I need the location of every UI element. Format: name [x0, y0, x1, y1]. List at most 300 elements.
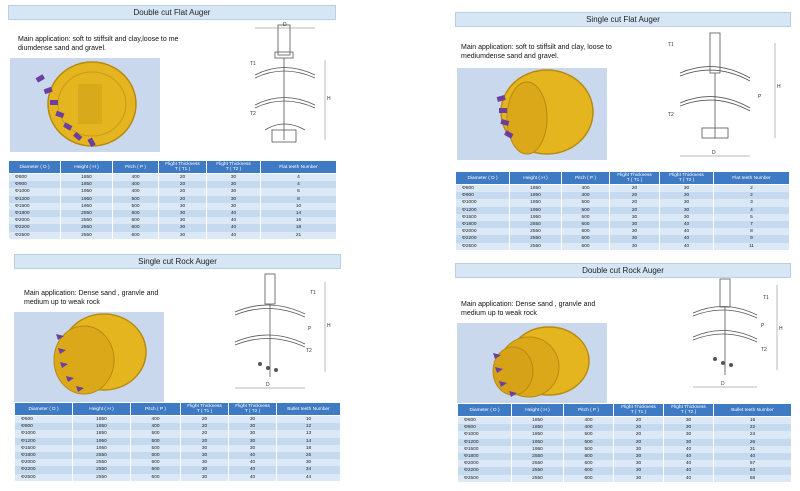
table-cell: 1850	[512, 424, 564, 431]
table-cell: 40	[207, 224, 261, 231]
label-t1: T1	[763, 295, 769, 301]
table-cell: Φ1500	[456, 214, 510, 221]
table-cell: 30	[664, 417, 714, 425]
table-cell: 2550	[512, 467, 564, 474]
table-cell: 26	[277, 452, 341, 459]
table-cell: 1850	[73, 423, 131, 430]
table-cell: 20	[181, 416, 229, 424]
table-cell: 8	[261, 196, 337, 203]
label-t2: T2	[306, 348, 312, 354]
table-row	[456, 207, 790, 214]
table-cell: 57	[714, 460, 792, 467]
table-cell: Φ800	[456, 185, 510, 193]
table-cell: 600	[131, 452, 181, 459]
table-cell: 34	[277, 466, 341, 473]
table-cell: 30	[229, 423, 277, 430]
table-cell: 500	[564, 439, 614, 446]
table-cell: 20	[181, 423, 229, 430]
table-cell: 40	[664, 467, 714, 474]
label-p: P	[758, 94, 762, 100]
table-cell: 2550	[510, 228, 562, 235]
col-header: Height ( H )	[61, 161, 113, 174]
table-cell: 30	[660, 214, 714, 221]
table-cell: 30	[610, 214, 660, 221]
table-row	[458, 460, 792, 467]
table-cell: 1950	[73, 445, 131, 452]
table-row	[9, 181, 337, 188]
panel-title: Double cut Rock Auger	[455, 263, 791, 278]
auger-diagram	[650, 28, 790, 163]
table-row	[456, 221, 790, 228]
table-cell: 1950	[510, 207, 562, 214]
table-cell: 30	[610, 235, 660, 242]
col-header: Pitch ( P )	[113, 161, 159, 174]
table-cell: 20	[614, 417, 664, 425]
table-cell: 68	[714, 475, 792, 482]
table-cell: 3	[714, 199, 790, 206]
table-row	[15, 452, 341, 459]
label-t1: T1	[310, 290, 316, 296]
table-cell: 13	[277, 430, 341, 437]
table-cell: 1850	[510, 192, 562, 199]
table-cell: 2550	[73, 459, 131, 466]
panel-double-cut-flat-auger	[0, 0, 345, 250]
table-row	[15, 423, 341, 430]
table-cell: 600	[564, 475, 614, 482]
table-row	[458, 475, 792, 482]
table-row	[15, 438, 341, 445]
table-cell: Φ1000	[458, 431, 512, 438]
table-cell: 30	[159, 224, 207, 231]
table-cell: 1950	[61, 203, 113, 210]
label-d: D	[721, 381, 725, 387]
label-d: D	[283, 22, 287, 28]
table-cell: 400	[564, 417, 614, 425]
table-cell: Φ900	[456, 192, 510, 199]
table-cell: Φ2000	[9, 217, 61, 224]
col-header: Diameter ( D )	[456, 172, 510, 185]
col-header: Diameter ( D )	[458, 404, 512, 417]
table-cell: Φ2200	[15, 466, 73, 473]
table-cell: 20	[181, 430, 229, 437]
table-cell: 40	[714, 453, 792, 460]
col-header: Pitch ( P )	[131, 403, 181, 416]
table-cell: 30	[614, 453, 664, 460]
table-cell: 400	[131, 423, 181, 430]
table-cell: 1850	[510, 185, 562, 193]
col-header: Flight Thickness T ( T2 )	[229, 403, 277, 416]
table-cell: 14	[261, 210, 337, 217]
table-row	[456, 185, 790, 193]
table-cell: 10	[261, 203, 337, 210]
table-cell: 400	[113, 174, 159, 182]
table-row	[9, 232, 337, 239]
table-cell: Φ2200	[458, 467, 512, 474]
auger-diagram	[230, 272, 340, 397]
table-cell: 1950	[512, 439, 564, 446]
table-cell: Φ1800	[458, 453, 512, 460]
table-cell: 2550	[73, 474, 131, 481]
col-header: Flight Thickness T ( T1 )	[181, 403, 229, 416]
table-row	[9, 203, 337, 210]
table-cell: 600	[562, 235, 610, 242]
panel-double-cut-rock-auger	[455, 255, 800, 491]
table-cell: 30	[614, 446, 664, 453]
table-cell: 24	[714, 431, 792, 438]
table-cell: 1850	[61, 174, 113, 182]
table-cell: Φ1000	[9, 188, 61, 195]
table-cell: 400	[564, 424, 614, 431]
table-cell: 40	[229, 459, 277, 466]
table-cell: Φ1200	[458, 439, 512, 446]
table-cell: 2550	[510, 243, 562, 250]
table-cell: 30	[610, 221, 660, 228]
label-t2: T2	[668, 112, 674, 118]
table-cell: 40	[207, 232, 261, 239]
col-header: Flight Thickness T ( T1 )	[159, 161, 207, 174]
table-cell: 8	[714, 228, 790, 235]
table-cell: 1850	[512, 417, 564, 425]
table-row	[458, 453, 792, 460]
auger-photo	[457, 68, 607, 160]
table-cell: 20	[159, 174, 207, 182]
table-row	[458, 446, 792, 453]
table-cell: 600	[131, 474, 181, 481]
table-cell: 1950	[61, 188, 113, 195]
table-cell: 400	[113, 188, 159, 195]
table-cell: Φ900	[9, 181, 61, 188]
table-row	[456, 192, 790, 199]
table-cell: 1850	[73, 416, 131, 424]
table-cell: 30	[181, 466, 229, 473]
table-cell: 20	[159, 196, 207, 203]
table-cell: 30	[207, 181, 261, 188]
col-header: Height ( H )	[512, 404, 564, 417]
table-cell: 6	[261, 188, 337, 195]
table-cell: 63	[714, 467, 792, 474]
table-cell: 500	[131, 430, 181, 437]
table-cell: 500	[564, 431, 614, 438]
spec-table	[457, 403, 792, 482]
label-p: P	[308, 326, 312, 332]
table-cell: 20	[610, 199, 660, 206]
table-cell: 2550	[73, 452, 131, 459]
table-cell: 22	[714, 424, 792, 431]
label-d: D	[712, 150, 716, 156]
table-cell: 9	[714, 235, 790, 242]
spec-table	[8, 160, 337, 239]
table-cell: Φ2200	[9, 224, 61, 231]
panel-title: Single cut Flat Auger	[455, 12, 791, 27]
table-row	[15, 459, 341, 466]
table-cell: 40	[664, 453, 714, 460]
table-cell: 30	[277, 459, 341, 466]
table-row	[15, 474, 341, 481]
table-cell: 20	[610, 185, 660, 193]
table-cell: 20	[614, 431, 664, 438]
table-cell: 26	[714, 439, 792, 446]
table-cell: 40	[664, 446, 714, 453]
table-cell: 18	[261, 224, 337, 231]
table-row	[458, 417, 792, 425]
table-cell: 30	[181, 452, 229, 459]
table-cell: 1850	[510, 199, 562, 206]
table-cell: 4	[714, 207, 790, 214]
table-cell: 400	[113, 181, 159, 188]
main-application-text: Main application: soft to stiffsilt and clay, loose to mediumdense sand and gravel.	[461, 44, 612, 60]
table-cell: 2550	[512, 453, 564, 460]
auger-photo	[457, 323, 607, 403]
table-cell: 30	[610, 243, 660, 250]
label-h: H	[777, 84, 781, 90]
table-cell: 4	[261, 181, 337, 188]
col-header: Flight Thickness T ( T1 )	[610, 172, 660, 185]
table-cell: 2550	[73, 466, 131, 473]
table-cell: 1950	[512, 446, 564, 453]
table-cell: Φ800	[458, 424, 512, 431]
table-cell: Φ600	[458, 417, 512, 425]
table-cell: 600	[562, 228, 610, 235]
table-cell: Φ1800	[456, 221, 510, 228]
table-row	[458, 439, 792, 446]
table-cell: 16	[261, 217, 337, 224]
table-cell: 1950	[510, 214, 562, 221]
table-cell: Φ800	[9, 174, 61, 182]
main-application-text: Main application: soft to stiffsilt and clay,loose to me diumdense sand and gravel.	[18, 36, 179, 52]
table-cell: 30	[207, 174, 261, 182]
table-cell: 30	[614, 460, 664, 467]
table-row	[456, 228, 790, 235]
table-cell: 40	[660, 221, 714, 228]
label-d: D	[266, 382, 270, 388]
table-cell: 40	[660, 235, 714, 242]
table-cell: Φ600	[15, 416, 73, 424]
table-cell: 40	[207, 210, 261, 217]
auger-diagram	[685, 275, 790, 395]
col-header: Flight Thickness T ( T2 )	[660, 172, 714, 185]
panel-single-cut-flat-auger	[455, 0, 800, 260]
table-cell: 30	[181, 445, 229, 452]
table-row	[9, 224, 337, 231]
label-t1: T1	[250, 61, 256, 67]
table-cell: 2550	[510, 235, 562, 242]
spec-table	[455, 171, 790, 250]
table-cell: 30	[660, 185, 714, 193]
table-cell: 400	[131, 416, 181, 424]
col-header: Flat teeth Number	[261, 161, 337, 174]
table-cell: 30	[159, 203, 207, 210]
table-cell: 30	[614, 467, 664, 474]
table-cell: 600	[131, 459, 181, 466]
table-row	[458, 431, 792, 438]
table-cell: 20	[610, 207, 660, 214]
table-cell: 30	[229, 416, 277, 424]
table-cell: 400	[562, 185, 610, 193]
col-header: Height ( H )	[510, 172, 562, 185]
table-row	[9, 217, 337, 224]
table-cell: 600	[113, 217, 159, 224]
table-cell: Φ2000	[458, 460, 512, 467]
table-row	[9, 174, 337, 182]
table-cell: 20	[159, 181, 207, 188]
table-cell: 30	[159, 217, 207, 224]
table-cell: Φ2000	[15, 459, 73, 466]
table-cell: Φ1500	[458, 446, 512, 453]
table-cell: Φ1200	[15, 438, 73, 445]
col-header: Flight Thickness T ( T2 )	[207, 161, 261, 174]
table-cell: 500	[113, 203, 159, 210]
table-cell: Φ1000	[15, 430, 73, 437]
col-header: Pitch ( P )	[564, 404, 614, 417]
panel-title: Single cut Rock Auger	[14, 254, 341, 269]
table-cell: Φ1800	[15, 452, 73, 459]
table-cell: 2550	[61, 210, 113, 217]
table-cell: 30	[229, 445, 277, 452]
table-cell: 2550	[61, 224, 113, 231]
label-h: H	[327, 96, 331, 102]
table-cell: Φ800	[15, 423, 73, 430]
table-cell: 30	[664, 439, 714, 446]
label-p: P	[761, 323, 765, 329]
table-cell: Φ2000	[456, 228, 510, 235]
table-cell: 500	[562, 207, 610, 214]
table-row	[15, 466, 341, 473]
table-cell: 600	[113, 232, 159, 239]
table-cell: 600	[564, 467, 614, 474]
table-cell: 500	[562, 199, 610, 206]
col-header: Diameter ( D )	[9, 161, 61, 174]
table-cell: Φ2500	[458, 475, 512, 482]
table-cell: Φ2500	[456, 243, 510, 250]
table-cell: 500	[131, 445, 181, 452]
table-cell: 40	[229, 452, 277, 459]
label-t2: T2	[761, 347, 767, 353]
table-cell: 20	[614, 424, 664, 431]
table-cell: 600	[131, 466, 181, 473]
panel-single-cut-rock-auger	[0, 250, 345, 491]
table-cell: 40	[660, 228, 714, 235]
table-cell: 30	[660, 207, 714, 214]
table-cell: 2550	[512, 475, 564, 482]
table-cell: 40	[229, 466, 277, 473]
table-row	[15, 430, 341, 437]
label-t2: T2	[250, 111, 256, 117]
table-cell: 30	[229, 438, 277, 445]
col-header: Flat teeth Number	[714, 172, 790, 185]
table-cell: 600	[564, 453, 614, 460]
table-cell: 12	[277, 423, 341, 430]
table-cell: Φ1500	[15, 445, 73, 452]
table-cell: Φ1000	[456, 199, 510, 206]
table-cell: 500	[131, 438, 181, 445]
main-application-text: Main application: Dense sand , granvle and medium up to weak rock	[461, 301, 596, 317]
table-row	[456, 199, 790, 206]
table-cell: 2550	[61, 217, 113, 224]
table-row	[456, 214, 790, 221]
table-cell: 21	[261, 232, 337, 239]
table-cell: 31	[714, 446, 792, 453]
table-cell: 30	[610, 228, 660, 235]
table-cell: 1850	[61, 181, 113, 188]
table-cell: 2	[714, 192, 790, 199]
table-row	[9, 210, 337, 217]
table-cell: 500	[562, 214, 610, 221]
table-cell: 30	[660, 199, 714, 206]
spec-table	[14, 402, 341, 481]
table-row	[9, 188, 337, 195]
table-cell: 30	[159, 232, 207, 239]
table-row	[458, 467, 792, 474]
table-cell: 4	[261, 174, 337, 182]
main-application-text: Main application: Dense sand , granvle and medium up to weak rock	[24, 290, 159, 306]
table-cell: 600	[113, 224, 159, 231]
col-header: Bullet teeth Number	[277, 403, 341, 416]
table-cell: 1950	[73, 438, 131, 445]
table-cell: 30	[660, 192, 714, 199]
auger-photo	[14, 312, 164, 402]
col-header: Diameter ( D )	[15, 403, 73, 416]
table-cell: Φ1200	[456, 207, 510, 214]
table-cell: 500	[564, 446, 614, 453]
table-row	[15, 416, 341, 424]
table-cell: 2	[714, 185, 790, 193]
table-cell: 20	[610, 192, 660, 199]
table-cell: Φ1500	[9, 203, 61, 210]
table-row	[458, 424, 792, 431]
table-cell: Φ2500	[9, 232, 61, 239]
col-header: Height ( H )	[73, 403, 131, 416]
table-cell: 14	[277, 438, 341, 445]
table-cell: 40	[207, 217, 261, 224]
panel-title: Double cut Flat Auger	[8, 5, 336, 20]
col-header: Pitch ( P )	[562, 172, 610, 185]
label-h: H	[327, 323, 331, 329]
table-cell: 600	[113, 210, 159, 217]
table-cell: 30	[207, 203, 261, 210]
table-cell: 30	[181, 459, 229, 466]
table-cell: 40	[660, 243, 714, 250]
table-cell: 20	[614, 439, 664, 446]
table-cell: 30	[159, 210, 207, 217]
label-h: H	[779, 326, 783, 332]
table-cell: 30	[614, 475, 664, 482]
table-cell: 30	[664, 431, 714, 438]
table-cell: 44	[277, 474, 341, 481]
table-cell: 10	[277, 416, 341, 424]
table-cell: 600	[562, 221, 610, 228]
table-cell: 30	[207, 188, 261, 195]
table-cell: 30	[664, 424, 714, 431]
table-cell: 18	[277, 445, 341, 452]
table-row	[456, 243, 790, 250]
table-row	[15, 445, 341, 452]
table-cell: 500	[113, 196, 159, 203]
table-cell: 11	[714, 243, 790, 250]
table-cell: Φ2200	[456, 235, 510, 242]
table-cell: 5	[714, 214, 790, 221]
table-cell: 1850	[512, 431, 564, 438]
table-cell: 1950	[61, 196, 113, 203]
table-cell: 30	[207, 196, 261, 203]
table-cell: 2550	[61, 232, 113, 239]
table-cell: 7	[714, 221, 790, 228]
col-header: Bullet teeth Number	[714, 404, 792, 417]
table-cell: 2550	[510, 221, 562, 228]
table-cell: Φ1200	[9, 196, 61, 203]
table-cell: 20	[159, 188, 207, 195]
table-cell: 30	[181, 474, 229, 481]
table-cell: 30	[229, 430, 277, 437]
